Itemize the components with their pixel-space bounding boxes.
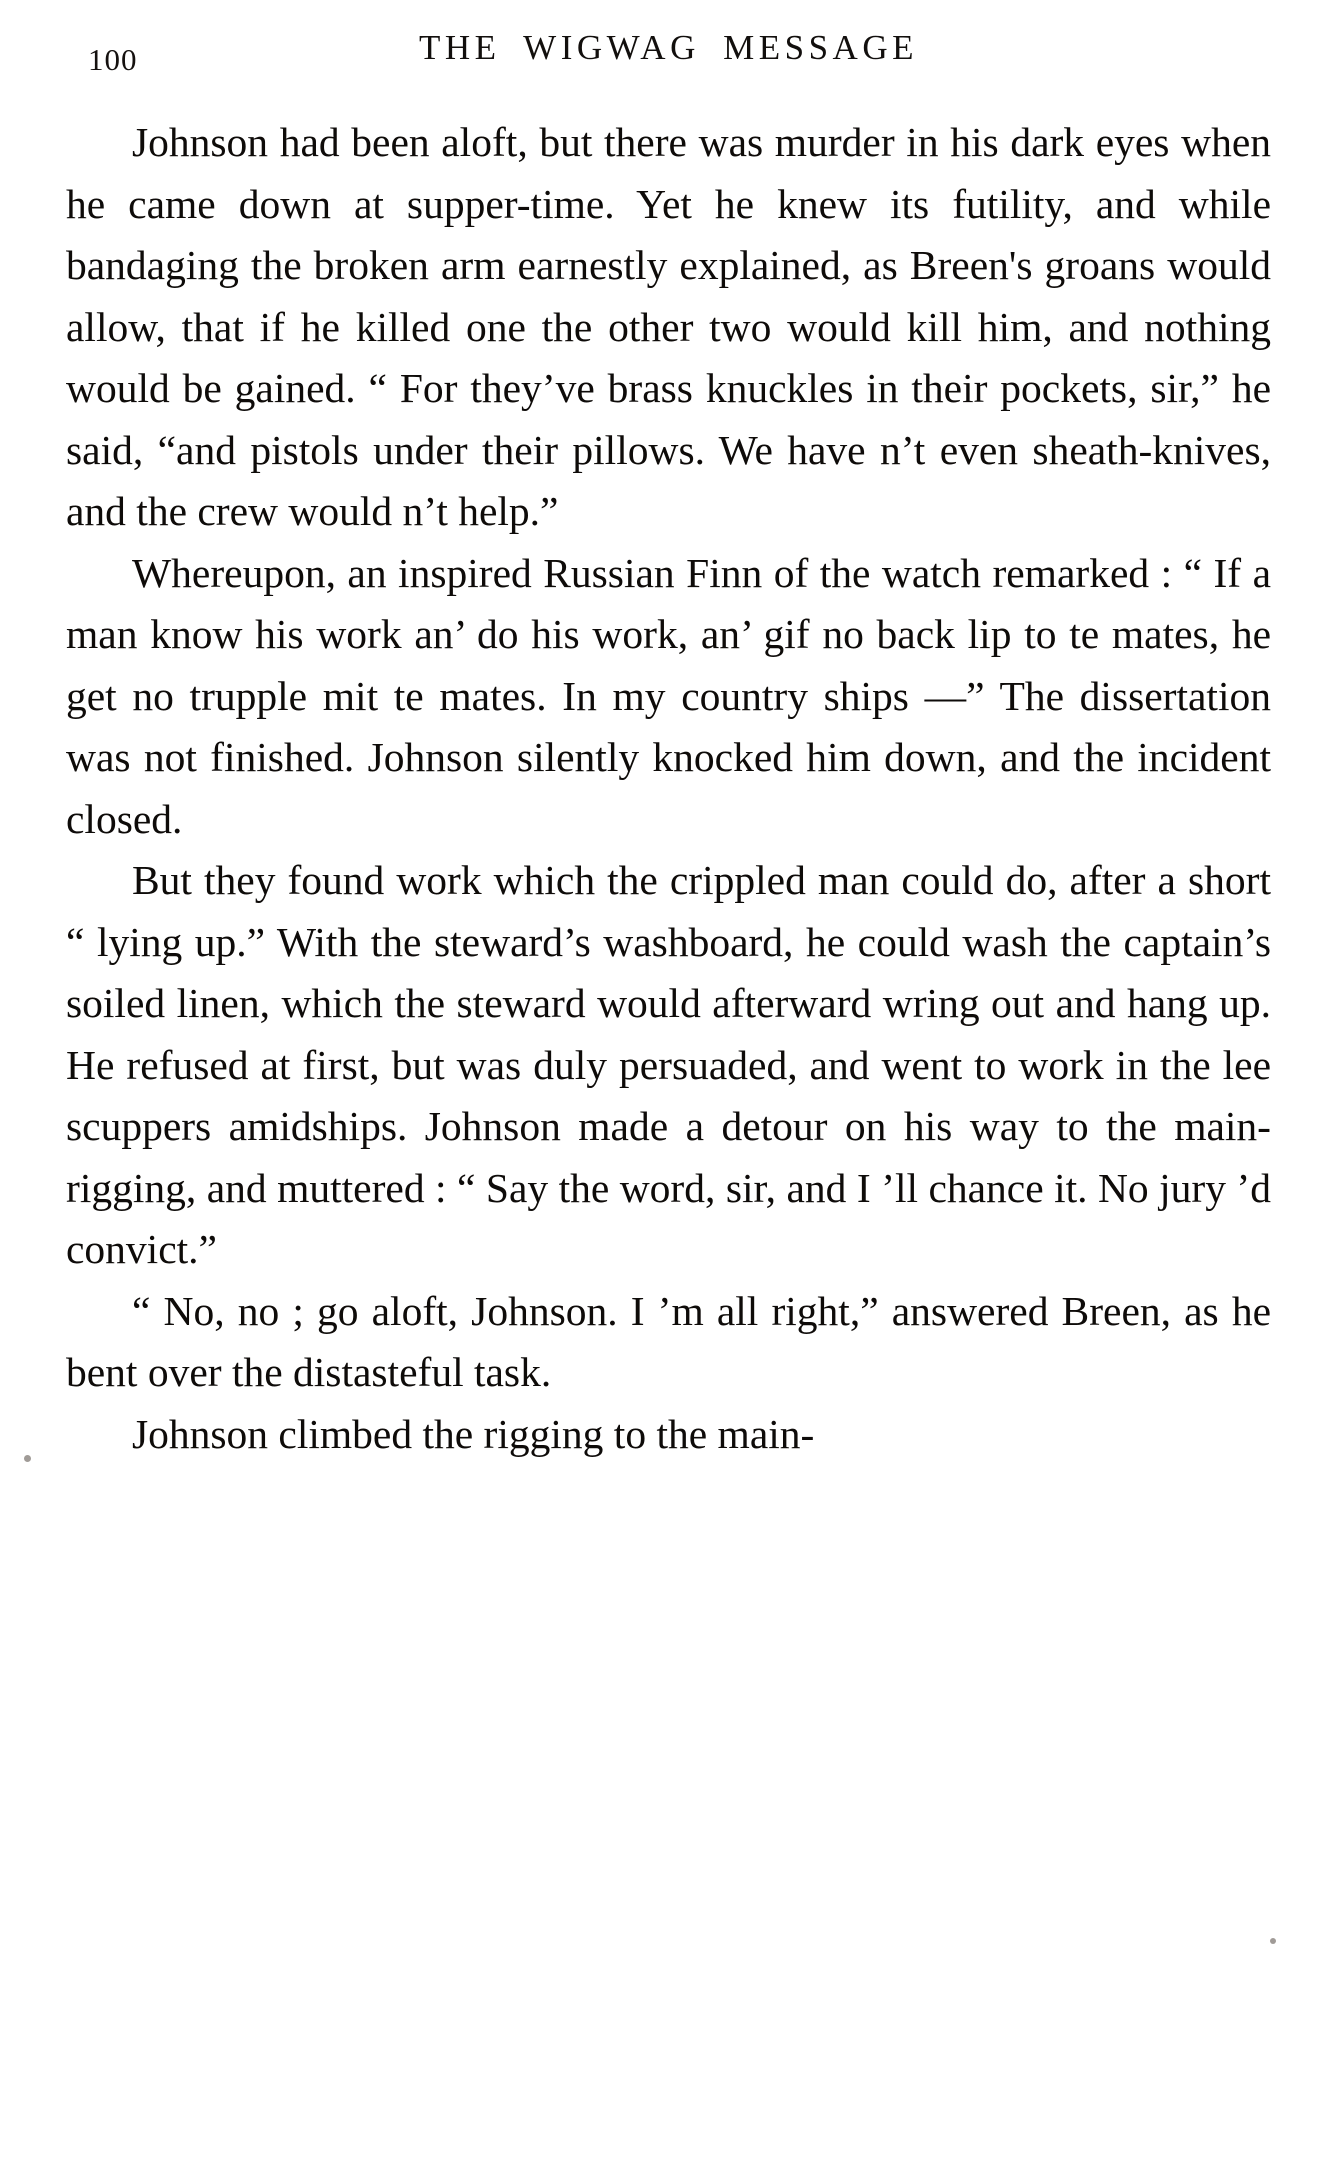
- scan-speck: [24, 1455, 31, 1462]
- running-head-title: THE WIGWAG MESSAGE: [419, 28, 918, 67]
- scan-speck: [1270, 1938, 1276, 1944]
- paragraph: “ No, no ; go aloft, Johnson. I ’m all right,” answered Breen, as he bent over the distasteful task.: [66, 1287, 1271, 1395]
- page-header: [0, 18, 1337, 88]
- page-body: [66, 112, 1271, 1465]
- paragraph: Johnson had been aloft, but there was murder in his dark eyes when he came down at supper-time. Yet he knew its futility, and while bandaging the broken arm earnestly explained, as Breen's groans would allow, that if he killed one the other two would kill him, and nothing would be gained. “ For they’ve brass knuckles in their pockets, sir,” he said, “and pistols under their pillows. We have n’t even sheath-knives, and the crew would n’t help.”: [66, 119, 1271, 534]
- page-number: 100: [88, 42, 138, 77]
- paragraph: Johnson climbed the rigging to the main-: [132, 1410, 815, 1457]
- paragraph: Whereupon, an inspired Russian Finn of the watch remarked : “ If a man know his work an’ do his work, an’ gif no back lip to te mates, he get no trupple mit te mates. In my country ships —” The dissertation was not finished. Johnson silently knocked him down, and the incident closed.: [66, 549, 1271, 842]
- paragraph: But they found work which the crippled man could do, after a short “ lying up.” With the steward’s washboard, he could wash the captain’s soiled linen, which the steward would afterward wring out and hang up. He refused at first, but was duly persuaded, and went to work in the lee scuppers amidships. Johnson made a detour on his way to the main-rigging, and muttered : “ Say the word, sir, and I ’ll chance it. No jury ’d convict.”: [66, 857, 1271, 1272]
